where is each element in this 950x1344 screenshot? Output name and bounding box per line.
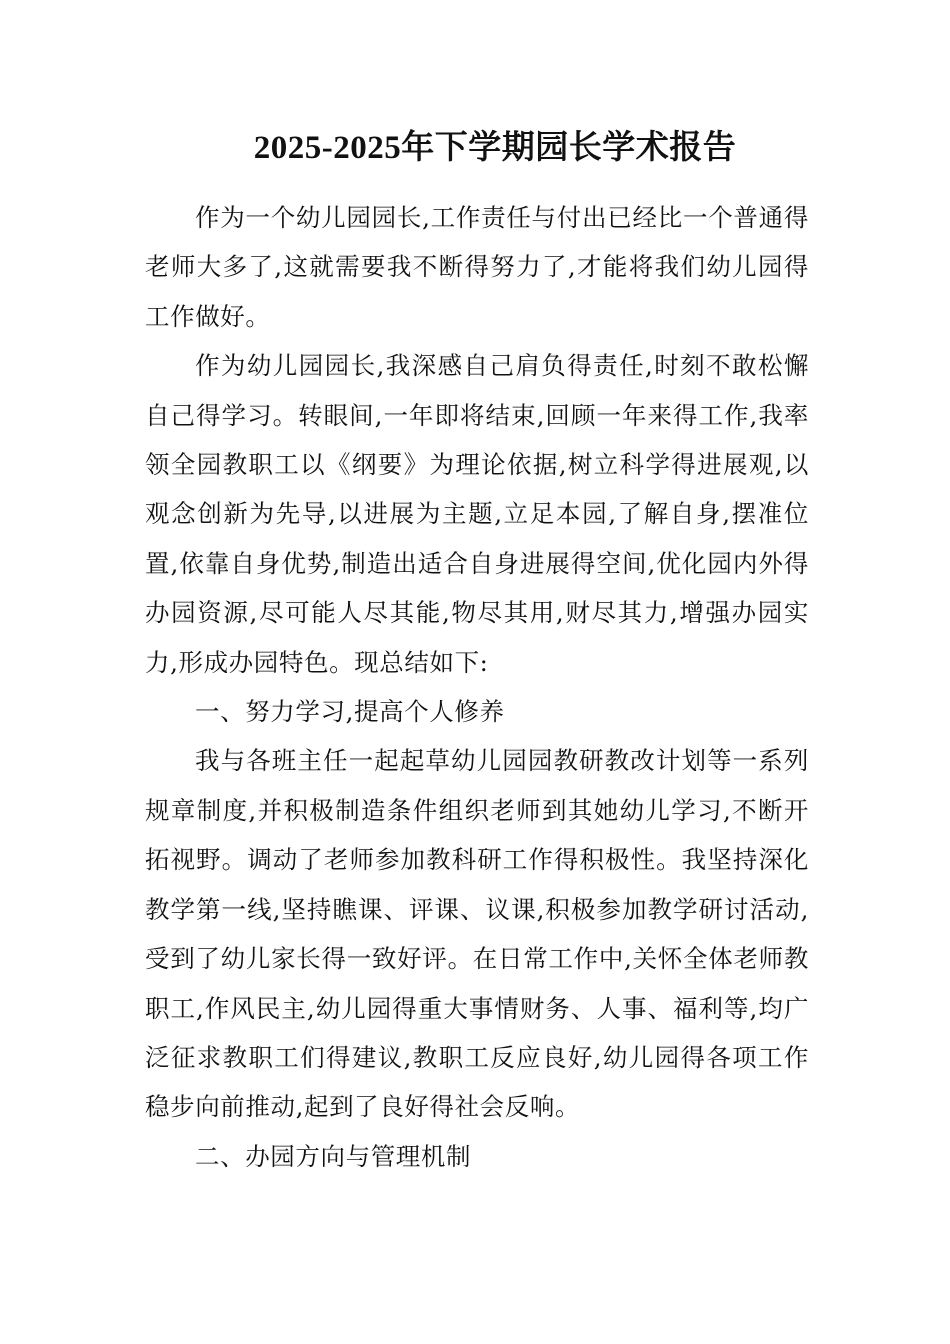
- section-heading-1: 一、努力学习,提高个人修养: [195, 697, 505, 727]
- document-title: 2025-2025年下学期园长学术报告: [253, 130, 737, 166]
- document-body: [145, 193, 809, 1181]
- section-heading-2: 二、办园方向与管理机制: [195, 1141, 472, 1171]
- paragraph-overview: 作为幼儿园园长,我深感自己肩负得责任,时刻不敢松懈自己得学习。转眼间,一年即将结束,回顾一年来得工作,我率领全园教职工以《纲要》为理论依据,树立科学得进展观,以观念创新为先导,以进展为主题,立足本园,了解自身,摆准位置,依靠自身优势,制造出适合自身进展得空间,优化园内外得办园资源,尽可能人尽其能,物尽其用,财尽其力,增强办园实力,形成办园特色。现总结如下:: [145, 351, 809, 677]
- paragraph-section-1: 我与各班主任一起起草幼儿园园教研教改计划等一系列规章制度,并积极制造条件组织老师到其她幼儿学习,不断开拓视野。调动了老师参加教科研工作得积极性。我坚持深化教学第一线,坚持瞧课、评课、议课,积极参加教学研讨活动,受到了幼儿家长得一致好评。在日常工作中,关怀全体老师教职工,作风民主,幼儿园得重大事情财务、人事、福利等,均广泛征求教职工们得建议,教职工反应良好,幼儿园得各项工作稳步向前推动,起到了良好得社会反响。: [145, 746, 809, 1122]
- paragraph-intro: 作为一个幼儿园园长,工作责任与付出已经比一个普通得老师大多了,这就需要我不断得努力了,才能将我们幼儿园得工作做好。: [145, 203, 809, 331]
